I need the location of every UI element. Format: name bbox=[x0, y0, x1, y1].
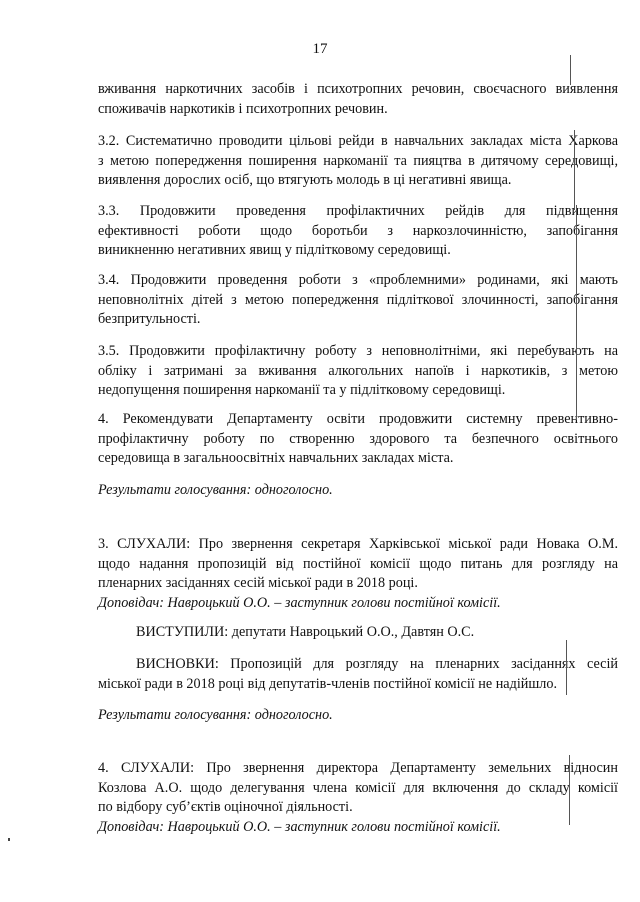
text-line: пленарних засіданнях сесій міської ради в 2018 році. bbox=[98, 575, 418, 592]
text-line: обліку і затримані за вживання алкогольних напоїв і наркотиків, з метою bbox=[98, 362, 618, 379]
speaker-line: Доповідач: Навроцький О.О. – заступник голови постійної комісії. bbox=[98, 818, 501, 835]
text-line: щодо надання пропозицій від постійної комісії щодо питань для розгляду на bbox=[98, 555, 618, 572]
text-line: безпритульності. bbox=[98, 311, 201, 328]
text-line: з метою попередження поширення наркоманії та пияцтва в дитячому середовищі, bbox=[98, 152, 618, 169]
scan-line-artifact bbox=[569, 755, 570, 825]
agenda-item-3 bbox=[98, 535, 618, 613]
scan-speck bbox=[8, 838, 10, 841]
text-line: профілактичну роботу по створенню здорового та безпечного освітнього bbox=[98, 430, 618, 447]
scan-line-artifact bbox=[576, 205, 577, 420]
text-line: Результати голосування: одноголосно. bbox=[98, 707, 333, 723]
text-line: недопущення поширення наркоманії та у підлітковому середовищі. bbox=[98, 382, 506, 399]
scan-line-artifact bbox=[566, 640, 567, 695]
conclusions-section bbox=[98, 655, 618, 694]
text-line: ВИСТУПИЛИ: депутати Навроцький О.О., Давтян О.С. bbox=[136, 624, 475, 640]
text-line: Козлова А.О. щодо делегування члена комісії для включення до складу комісії bbox=[98, 779, 618, 796]
voting-result bbox=[98, 706, 618, 726]
text-line: 3.3. Продовжити проведення профілактичних рейдів для підвищення bbox=[98, 203, 618, 219]
text-line: міської ради в 2018 році від депутатів-членів постійної комісії не надійшло. bbox=[98, 675, 558, 692]
text-line: вживання наркотичних засобів і психотропних речовин, своєчасного виявлення bbox=[98, 81, 618, 97]
text-line: 4. Рекомендувати Департаменту освіти продовжити системну превентивно- bbox=[98, 411, 618, 427]
voting-result bbox=[98, 481, 618, 501]
text-line: неповнолітніх дітей з метою попередження підліткової злочинності, запобігання bbox=[98, 291, 618, 308]
text-line: виникненню негативних явищ у підлітковому середовищі. bbox=[98, 242, 451, 259]
paragraph-3-3 bbox=[98, 202, 618, 261]
text-line: споживачів наркотиків і психотропних речовин. bbox=[98, 100, 388, 117]
text-line: середовища в загальноосвітніх навчальних закладах міста. bbox=[98, 450, 454, 467]
agenda-item-4 bbox=[98, 759, 618, 837]
text-line: 3.4. Продовжити проведення роботи з «проблемними» родинами, які мають bbox=[98, 272, 618, 288]
text-line: ефективності роботи щодо боротьби з наркозлочинністю, запобігання bbox=[98, 222, 618, 239]
text-line: виявлення дорослих осіб, що втягують молодь в ці негативні явища. bbox=[98, 172, 512, 189]
text-line: 3.2. Систематично проводити цільові рейди в навчальних закладах міста Харкова bbox=[98, 133, 618, 149]
text-line: по відбору суб’єктів оціночної діяльності. bbox=[98, 799, 353, 816]
paragraph-3-4 bbox=[98, 271, 618, 330]
paragraph-continuation bbox=[98, 80, 618, 119]
text-line: Результати голосування: одноголосно. bbox=[98, 482, 333, 498]
text-line: 3.5. Продовжити профілактичну роботу з неповнолітніми, які перебувають на bbox=[98, 343, 618, 359]
paragraph-3-2 bbox=[98, 132, 618, 191]
paragraph-4 bbox=[98, 410, 618, 469]
paragraph-3-5 bbox=[98, 342, 618, 401]
speaker-line: Доповідач: Навроцький О.О. – заступник голови постійної комісії. bbox=[98, 594, 501, 611]
text-line: 4. СЛУХАЛИ: Про звернення директора Департаменту земельних відносин bbox=[98, 760, 618, 776]
text-line: ВИСНОВКИ: Пропозицій для розгляду на пленарних засіданнях сесій bbox=[136, 656, 618, 672]
text-line: 3. СЛУХАЛИ: Про звернення секретаря Харківської міської ради Новака О.М. bbox=[98, 536, 618, 552]
speakers-section bbox=[98, 623, 618, 643]
page-number: 17 bbox=[312, 41, 328, 57]
scan-line-artifact bbox=[570, 55, 571, 85]
scan-line-artifact bbox=[574, 130, 575, 210]
